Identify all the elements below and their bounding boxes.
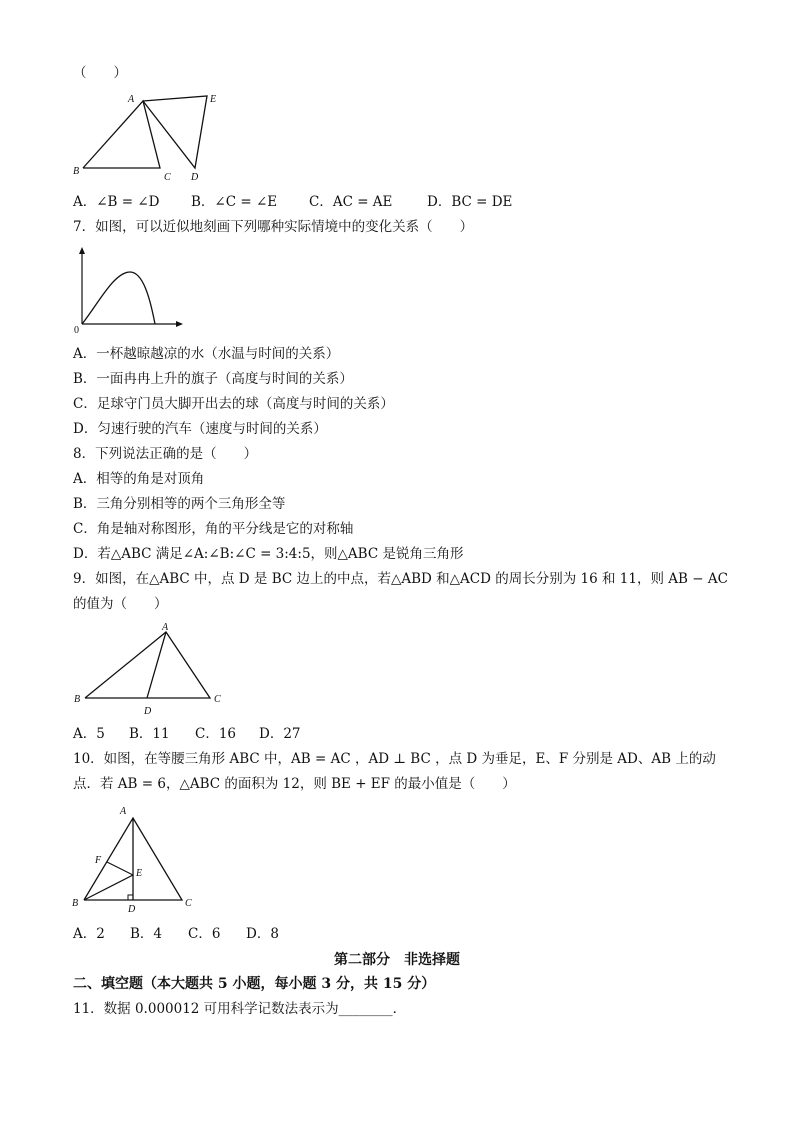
q7-curve (82, 272, 155, 324)
q9-triangle-abc (85, 632, 210, 698)
q6-bracket: （ ） (73, 65, 127, 81)
q6-label-a: A (128, 94, 135, 105)
q10-right-angle-mark (128, 895, 133, 900)
q10-label-c: C (185, 898, 192, 909)
q7-option-a[interactable]: A．一杯越晾越凉的水（水温与时间的关系） (73, 346, 340, 362)
q9-options (73, 725, 301, 743)
q10-option-c[interactable]: C．6 (188, 926, 221, 942)
q8-option-a[interactable]: A．相等的角是对顶角 (73, 471, 205, 487)
q6-option-d[interactable]: D．BC = DE (427, 194, 513, 210)
q7-option-b[interactable]: B．一面冉冉上升的旗子（高度与时间的关系） (73, 371, 353, 387)
q10-options (73, 925, 279, 943)
q9-option-d[interactable]: D．27 (259, 726, 301, 742)
q10-option-b[interactable]: B．4 (130, 926, 163, 942)
q6-label-d: D (191, 172, 199, 183)
q10-label-a: A (120, 806, 127, 817)
q9-median-ad (147, 632, 166, 698)
q10-label-d: D (128, 904, 136, 915)
q10-label-f: F (95, 855, 102, 866)
q6-option-a[interactable]: A．∠B = ∠D (73, 194, 160, 210)
q9-label-c: C (214, 694, 221, 705)
q6-label-e: E (210, 94, 217, 105)
q7-option-d[interactable]: D．匀速行驶的汽车（速度与时间的关系） (73, 421, 327, 437)
q7-origin-label: 0 (74, 325, 79, 336)
q6-option-c[interactable]: C．AC = AE (309, 194, 393, 210)
q10-option-a[interactable]: A．2 (73, 926, 105, 942)
q8-option-c[interactable]: C．角是轴对称图形，角的平分线是它的对称轴 (73, 521, 354, 537)
q9-label-b: B (74, 694, 81, 705)
q10-label-e: E (136, 868, 143, 879)
q10-stem-line1: 10．如图，在等腰三角形 ABC 中，AB = AC ，AD ⊥ BC ，点 D 为垂足，E、F 分别是 AD、AB 上的动 (73, 751, 716, 767)
q8-option-b[interactable]: B．三角分别相等的两个三角形全等 (73, 496, 286, 512)
q7-stem: 7．如图，可以近似地刻画下列哪种实际情境中的变化关系（ ） (73, 219, 474, 235)
q10-figure (70, 802, 210, 917)
q9-label-a: A (162, 622, 169, 633)
q6-triangle-abc (83, 101, 160, 168)
q7-graph (70, 246, 190, 336)
q10-segment-ef (107, 862, 133, 875)
q10-label-b: B (72, 898, 79, 909)
q6-triangle-ade (143, 96, 207, 168)
section-two-heading: 二、填空题（本大题共 5 小题，每小题 3 分，共 15 分） (73, 976, 436, 992)
q9-stem-line2: 的值为（ ） (73, 596, 168, 612)
q9-label-d: D (144, 706, 152, 717)
q8-stem: 8．下列说法正确的是（ ） (73, 446, 258, 462)
q6-figure (70, 88, 230, 188)
q9-option-a[interactable]: A．5 (73, 726, 105, 742)
q11-stem: 11．数据 0.000012 可用科学记数法表示为________． (73, 1001, 407, 1017)
q10-stem-line2: 点．若 AB = 6，△ABC 的面积为 12，则 BE + EF 的最小值是（ ） (73, 776, 516, 792)
q9-figure (70, 620, 240, 720)
q6-options (73, 193, 512, 211)
q9-option-b[interactable]: B．11 (129, 726, 170, 742)
q6-option-b[interactable]: B．∠C = ∠E (191, 194, 278, 210)
q9-stem-line1: 9．如图，在△ABC 中，点 D 是 BC 边上的中点，若△ABD 和△ACD 的周长分别为 16 和 11，则 AB − AC (73, 571, 728, 587)
q10-option-d[interactable]: D．8 (246, 926, 279, 942)
q6-label-c: C (164, 172, 171, 183)
q7-option-c[interactable]: C．足球守门员大脚开出去的球（高度与时间的关系） (73, 396, 394, 412)
q9-option-c[interactable]: C．16 (195, 726, 237, 742)
part-two-heading: 第二部分 非选择题 (334, 952, 460, 968)
q6-label-b: B (73, 166, 80, 177)
q8-option-d[interactable]: D．若△ABC 满足∠A:∠B:∠C = 3:4:5，则△ABC 是锐角三角形 (73, 546, 464, 562)
